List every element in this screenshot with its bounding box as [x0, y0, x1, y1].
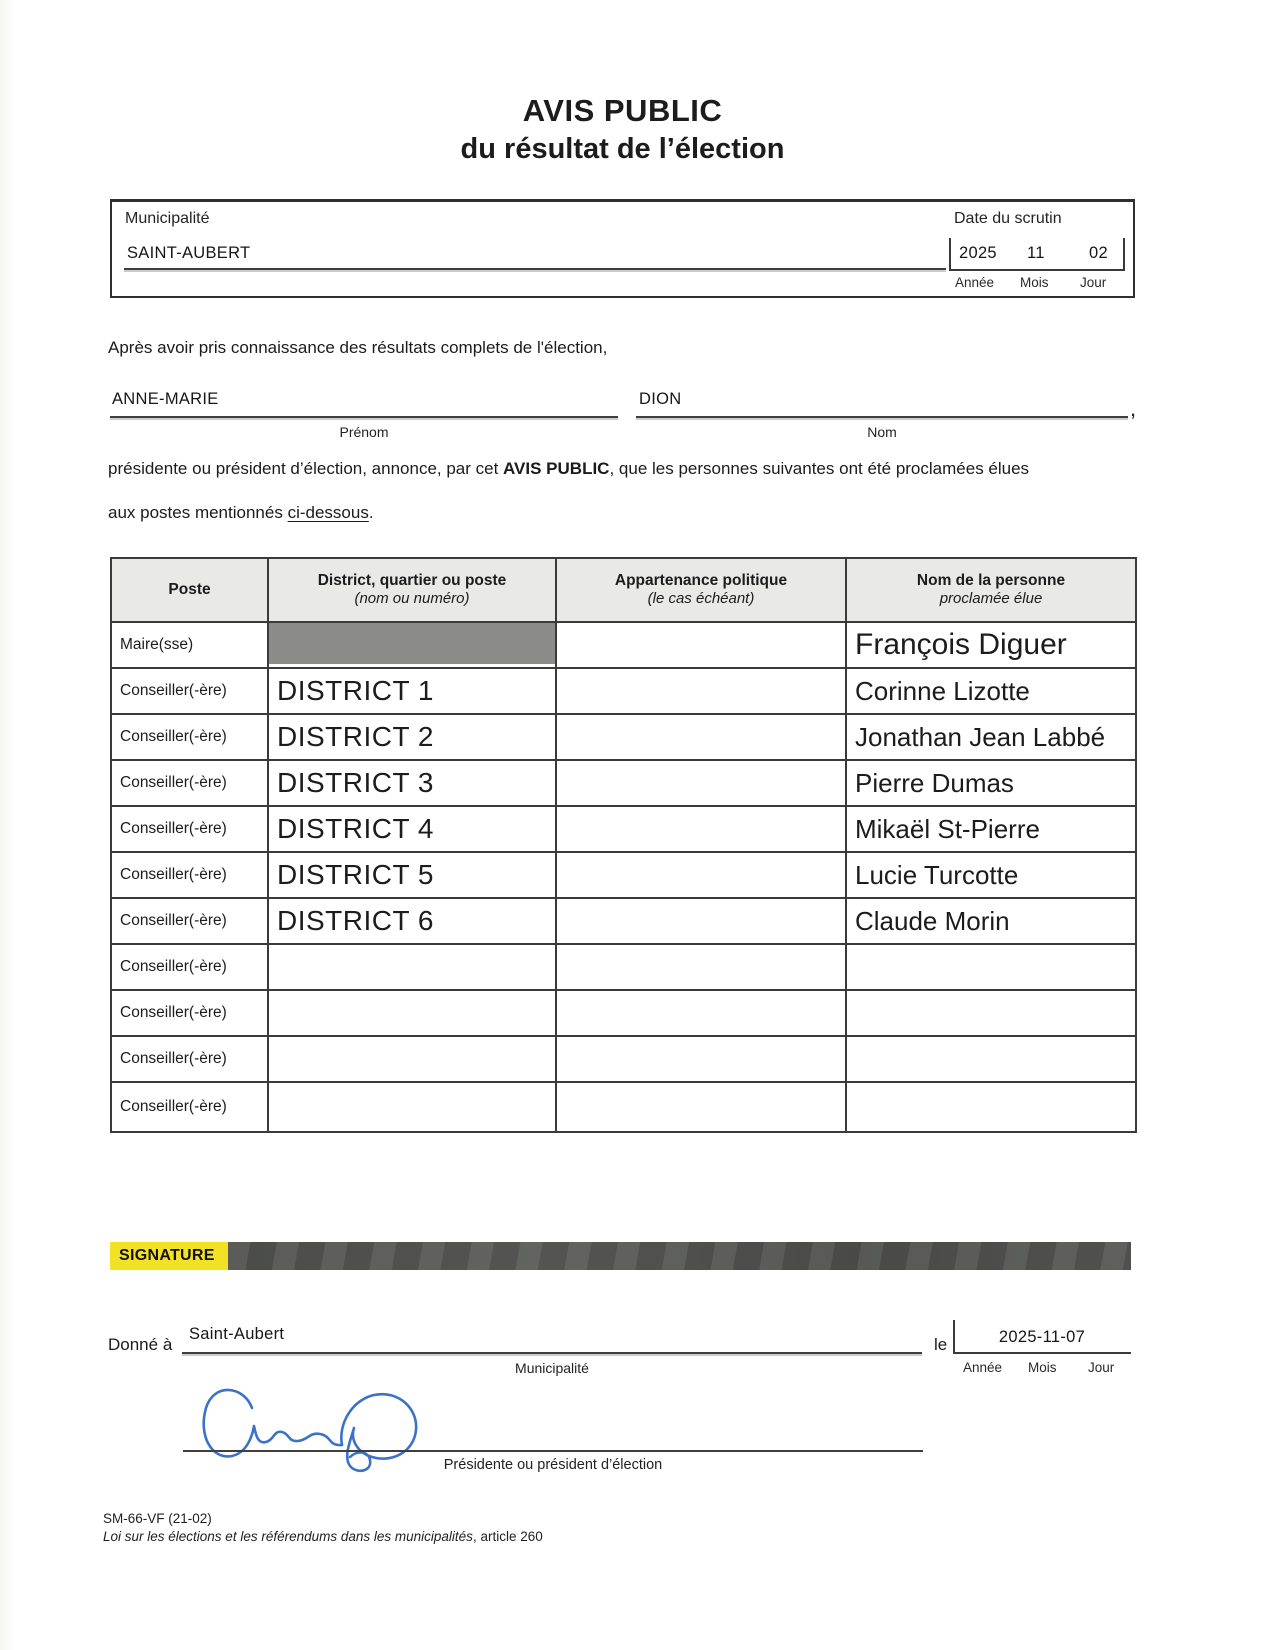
announcement-part-1: présidente ou président d’élection, annonce, par cet — [108, 459, 504, 478]
cell-district: DISTRICT 6 — [268, 898, 556, 944]
cell-name — [846, 1036, 1136, 1082]
table-row — [111, 990, 1136, 1036]
announcement-underlined: ci-dessous — [287, 503, 369, 522]
cell-poste: Conseiller(-ère) — [111, 760, 268, 806]
header-district: District, quartier ou poste (nom ou numéro) — [268, 558, 556, 622]
first-name-label: Prénom — [339, 424, 389, 440]
cell-district: DISTRICT 4 — [268, 806, 556, 852]
announcement-bold: AVIS PUBLIC — [503, 459, 610, 478]
cell-name — [846, 944, 1136, 990]
cell-district — [268, 990, 556, 1036]
municipality-value: SAINT-AUBERT — [127, 244, 251, 262]
cell-party — [556, 760, 846, 806]
year-sublabel: Année — [955, 275, 995, 290]
cell-district — [268, 1082, 556, 1132]
cell-district: DISTRICT 2 — [268, 714, 556, 760]
date-box-left-tick — [949, 238, 951, 271]
cell-poste: Conseiller(-ère) — [111, 898, 268, 944]
signer-line — [183, 1450, 923, 1452]
first-name-value: ANNE-MARIE — [112, 390, 219, 408]
announcement-line-2 — [108, 503, 374, 523]
cell-district: DISTRICT 1 — [268, 668, 556, 714]
table-row — [111, 1036, 1136, 1082]
le-label: le — [934, 1335, 948, 1354]
announcement-line-1 — [108, 459, 1029, 479]
intro-paragraph: Après avoir pris connaissance des résultats complets de l'élection, — [108, 338, 608, 357]
table-row — [111, 714, 1136, 760]
municipality-date-box — [110, 199, 1135, 298]
last-name-line — [636, 390, 1128, 418]
cell-name: Lucie Turcotte — [846, 852, 1136, 898]
given-at-label: Donné à — [108, 1335, 173, 1354]
day-sublabel: Jour — [1080, 275, 1107, 290]
cell-district — [268, 944, 556, 990]
election-date-label: Date du scrutin — [954, 210, 1062, 227]
cell-party — [556, 990, 846, 1036]
cell-name: François Diguer — [846, 622, 1136, 668]
cell-poste: Conseiller(-ère) — [111, 668, 268, 714]
cell-district — [268, 1036, 556, 1082]
cell-name: Pierre Dumas — [846, 760, 1136, 806]
cell-party — [556, 668, 846, 714]
header-party: Appartenance politique (le cas échéant) — [556, 558, 846, 622]
given-at-line — [182, 1326, 922, 1354]
table-row — [111, 1082, 1136, 1132]
announcement-part-3: aux postes mentionnés — [108, 503, 288, 522]
cell-poste: Conseiller(-ère) — [111, 944, 268, 990]
cell-name: Mikaël St-Pierre — [846, 806, 1136, 852]
cell-poste: Maire(sse) — [111, 622, 268, 668]
table-row — [111, 806, 1136, 852]
month-sublabel: Mois — [1020, 275, 1049, 290]
cell-party — [556, 852, 846, 898]
title-line-1: AVIS PUBLIC — [522, 93, 723, 128]
signature-section-label: SIGNATURE — [110, 1242, 228, 1270]
cell-name: Claude Morin — [846, 898, 1136, 944]
cell-poste: Conseiller(-ère) — [111, 852, 268, 898]
header-poste: Poste — [111, 558, 268, 622]
results-table-body — [111, 622, 1136, 1132]
table-row — [111, 852, 1136, 898]
date-box-right-tick — [1123, 238, 1125, 271]
cell-poste: Conseiller(-ère) — [111, 714, 268, 760]
cell-party — [556, 898, 846, 944]
cell-district: DISTRICT 5 — [268, 852, 556, 898]
closing-year-sublabel: Année — [963, 1360, 1003, 1375]
law-reference — [103, 1529, 543, 1544]
last-name-label: Nom — [867, 424, 897, 440]
given-at-municipality-value: Saint-Aubert — [189, 1325, 285, 1343]
municipality-label: Municipalité — [125, 210, 210, 227]
closing-date-value: 2025-11-07 — [998, 1328, 1086, 1346]
table-row — [111, 898, 1136, 944]
cell-name — [846, 990, 1136, 1036]
table-row — [111, 944, 1136, 990]
closing-month-sublabel: Mois — [1028, 1360, 1057, 1375]
signer-label: Présidente ou président d’élection — [443, 1457, 663, 1473]
cell-name: Corinne Lizotte — [846, 668, 1136, 714]
date-box-bottom-line — [949, 269, 1125, 271]
trailing-comma: , — [1130, 396, 1137, 421]
closing-day-sublabel: Jour — [1088, 1360, 1115, 1375]
header-name: Nom de la personne proclamée élue — [846, 558, 1136, 622]
cell-party — [556, 806, 846, 852]
last-name-value: DION — [639, 390, 682, 408]
document-title — [110, 92, 1135, 167]
form-code: SM-66-VF (21-02) — [103, 1511, 212, 1526]
cell-district — [268, 622, 556, 668]
announcement-part-4: . — [368, 503, 374, 522]
election-date-year: 2025 — [959, 244, 997, 262]
municipality-field-line — [124, 242, 946, 270]
election-date-month: 11 — [1027, 244, 1045, 262]
cell-party — [556, 714, 846, 760]
results-table-header — [111, 558, 1136, 622]
law-title: Loi sur les élections et les référendums dans les municipalités — [103, 1529, 473, 1544]
cell-district: DISTRICT 3 — [268, 760, 556, 806]
cell-name — [846, 1082, 1136, 1132]
closing-date-line — [953, 1352, 1131, 1354]
cell-party — [556, 1082, 846, 1132]
cell-poste: Conseiller(-ère) — [111, 1082, 268, 1132]
cell-party — [556, 1036, 846, 1082]
table-row — [111, 668, 1136, 714]
election-date-day: 02 — [1089, 244, 1108, 262]
table-row — [111, 760, 1136, 806]
signature-redaction-bar — [228, 1242, 1131, 1270]
title-line-2: du résultat de l’élection — [460, 132, 785, 165]
first-name-line — [110, 390, 618, 418]
results-table — [110, 557, 1137, 1133]
law-suffix: , article 260 — [472, 1529, 543, 1544]
cell-name: Jonathan Jean Labbé — [846, 714, 1136, 760]
cell-poste: Conseiller(-ère) — [111, 806, 268, 852]
given-at-municipality-label: Municipalité — [515, 1360, 589, 1376]
cell-poste: Conseiller(-ère) — [111, 1036, 268, 1082]
cell-party — [556, 622, 846, 668]
cell-poste: Conseiller(-ère) — [111, 990, 268, 1036]
cell-party — [556, 944, 846, 990]
announcement-part-2: , que les personnes suivantes ont été proclamées élues — [609, 459, 1030, 478]
table-row — [111, 622, 1136, 668]
